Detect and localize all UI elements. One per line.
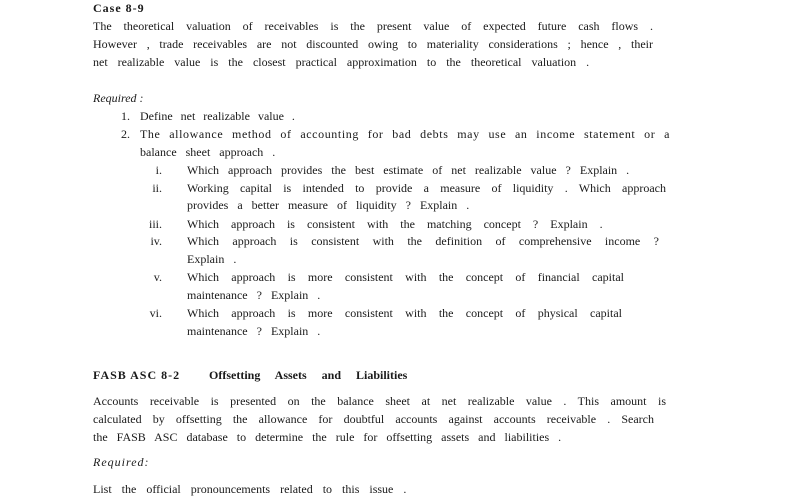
case-title: Case 8-9: [93, 1, 145, 15]
case-intro-line-1: The theoretical valuation of receivables is the present value of expected future cash flows .: [93, 19, 653, 33]
subitem-iii-number: iii.: [148, 217, 162, 231]
fasb-subtitle: Offsetting Assets and Liabilities: [209, 368, 408, 382]
fasb-body-line-2: calculated by offsetting the allowance for doubtful accounts against accounts receivable . Search: [93, 412, 654, 426]
subitem-v-number: v.: [153, 270, 162, 284]
subitem-i-text: Which approach provides the best estimate of net realizable value ? Explain .: [187, 163, 630, 177]
fasb-required-label: Required:: [93, 455, 150, 469]
subitem-vi-number: vi.: [149, 306, 162, 320]
item-1-number: 1.: [121, 109, 130, 123]
subitem-iv-number: iv.: [150, 234, 162, 248]
fasb-body-line-3: the FASB ASC database to determine the rule for offsetting assets and liabilities .: [93, 430, 562, 444]
subitem-v-line-1: Which approach is more consistent with the concept of financial capital: [187, 270, 624, 284]
fasb-task: List the official pronouncements related to this issue .: [93, 482, 407, 496]
subitem-ii-line-1: Working capital is intended to provide a measure of liquidity . Which approach: [187, 181, 666, 195]
subitem-v-line-2: maintenance ? Explain .: [187, 288, 321, 302]
item-2-line-1: The allowance method of accounting for bad debts may use an income statement or a: [140, 127, 670, 141]
case-required-label: Required :: [93, 91, 144, 105]
item-2-number: 2.: [121, 127, 130, 141]
case-intro-line-3: net realizable value is the closest practical approximation to the theoretical valuation .: [93, 55, 590, 69]
subitem-iii-text: Which approach is consistent with the matching concept ? Explain .: [187, 217, 603, 231]
fasb-title: FASB ASC 8-2: [93, 368, 181, 382]
item-1-text: Define net realizable value .: [140, 109, 295, 123]
subitem-iv-line-2: Explain .: [187, 252, 237, 266]
subitem-i-number: i.: [155, 163, 162, 177]
subitem-iv-line-1: Which approach is consistent with the definition of comprehensive income ?: [187, 234, 659, 248]
case-intro-line-2: However , trade receivables are not discounted owing to materiality considerations ; hence , their: [93, 37, 653, 51]
subitem-vi-line-2: maintenance ? Explain .: [187, 324, 321, 338]
subitem-ii-line-2: provides a better measure of liquidity ? Explain .: [187, 198, 470, 212]
subitem-ii-number: ii.: [152, 181, 162, 195]
item-2-line-2: balance sheet approach .: [140, 145, 276, 159]
fasb-body-line-1: Accounts receivable is presented on the balance sheet at net realizable value . This amount is: [93, 394, 666, 408]
subitem-vi-line-1: Which approach is more consistent with the concept of physical capital: [187, 306, 622, 320]
